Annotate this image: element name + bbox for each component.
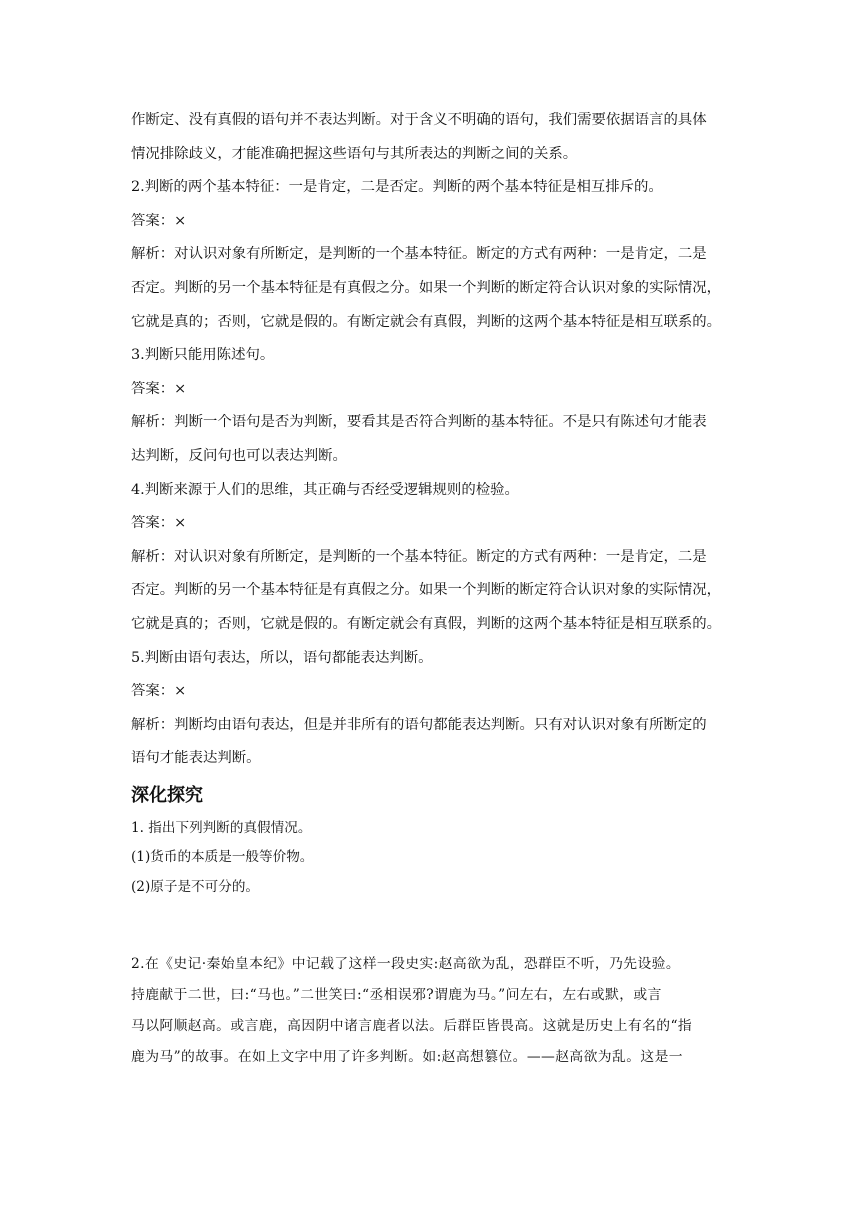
explanation-line: 解析：判断均由语句表达，但是并非所有的语句都能表达判断。只有对认识对象有所断定的 (131, 716, 707, 733)
answer-label: 答案：× (131, 515, 187, 532)
question-5: 5.判断由语句表达，所以，语句都能表达判断。 (131, 649, 433, 666)
explanation-line: 否定。判断的另一个基本特征是有真假之分。如果一个判断的断定符合认识对象的实际情况， (131, 582, 722, 599)
question-3: 3.判断只能用陈述句。 (131, 347, 275, 364)
explanation-line: 解析：对认识对象有所断定，是判断的一个基本特征。断定的方式有两种：一是肯定，二是 (131, 246, 707, 263)
blank-answer-space (131, 903, 731, 949)
document-page (131, 104, 731, 1073)
answer-body (131, 104, 731, 776)
explanation-line: 解析：对认识对象有所断定，是判断的一个基本特征。断定的方式有两种：一是肯定，二是 (131, 548, 707, 565)
explanation-line: 它就是真的；否则，它就是假的。有断定就会有真假，判断的这两个基本特征是相互联系的。 (131, 615, 722, 632)
question-4: 4.判断来源于人们的思维，其正确与否经受逻辑规则的检验。 (131, 481, 519, 498)
question-item: (1)货币的本质是一般等价物。 (131, 849, 314, 866)
explanation-line: 否定。判断的另一个基本特征是有真假之分。如果一个判断的断定符合认识对象的实际情况， (131, 279, 722, 296)
answer-label: 答案：× (131, 683, 187, 700)
passage-line: 2.在《史记·秦始皇本纪》中记载了这样一段史实:赵高欲为乱，恐群臣不听，乃先设验。 (131, 955, 681, 972)
passage-line: 持鹿献于二世，曰:“马也。”二世笑曰:“丞相误邪?谓鹿为马。”问左右，左右或默，或言 (131, 986, 662, 1003)
answer-label: 答案：× (131, 380, 187, 397)
explanation-line: 达判断，反问句也可以表达判断。 (131, 447, 347, 464)
passage-line: 鹿为马”的故事。在如上文字中用了许多判断。如:赵高想篡位。——赵高欲为乱。这是一 (131, 1048, 683, 1065)
explanation-line: 解析：判断一个语句是否为判断，要看其是否符合判断的基本特征。不是只有陈述句才能表 (131, 414, 707, 431)
exploration-question-2 (131, 949, 731, 1073)
explanation-line: 语句才能表达判断。 (131, 750, 261, 767)
text-line: 情况排除歧义，才能准确把握这些语句与其所表达的判断之间的关系。 (131, 145, 578, 162)
question-item: (2)原子是不可分的。 (131, 879, 260, 896)
question-prompt: 1. 指出下列判断的真假情况。 (131, 819, 312, 836)
question-2: 2.判断的两个基本特征：一是肯定，二是否定。判断的两个基本特征是相互排斥的。 (131, 179, 663, 196)
text-line: 作断定、没有真假的语句并不表达判断。对于含义不明确的语句，我们需要依据语言的具体 (131, 112, 707, 128)
passage-line: 马以阿顺赵高。或言鹿，高因阴中诸言鹿者以法。后群臣皆畏高。这就是历史上有名的“指 (131, 1017, 693, 1034)
explanation-line: 它就是真的；否则，它就是假的。有断定就会有真假，判断的这两个基本特征是相互联系的。 (131, 313, 722, 330)
answer-label: 答案：× (131, 212, 187, 229)
exploration-question-1 (131, 814, 731, 903)
section-heading: 深化探究 (131, 784, 203, 806)
